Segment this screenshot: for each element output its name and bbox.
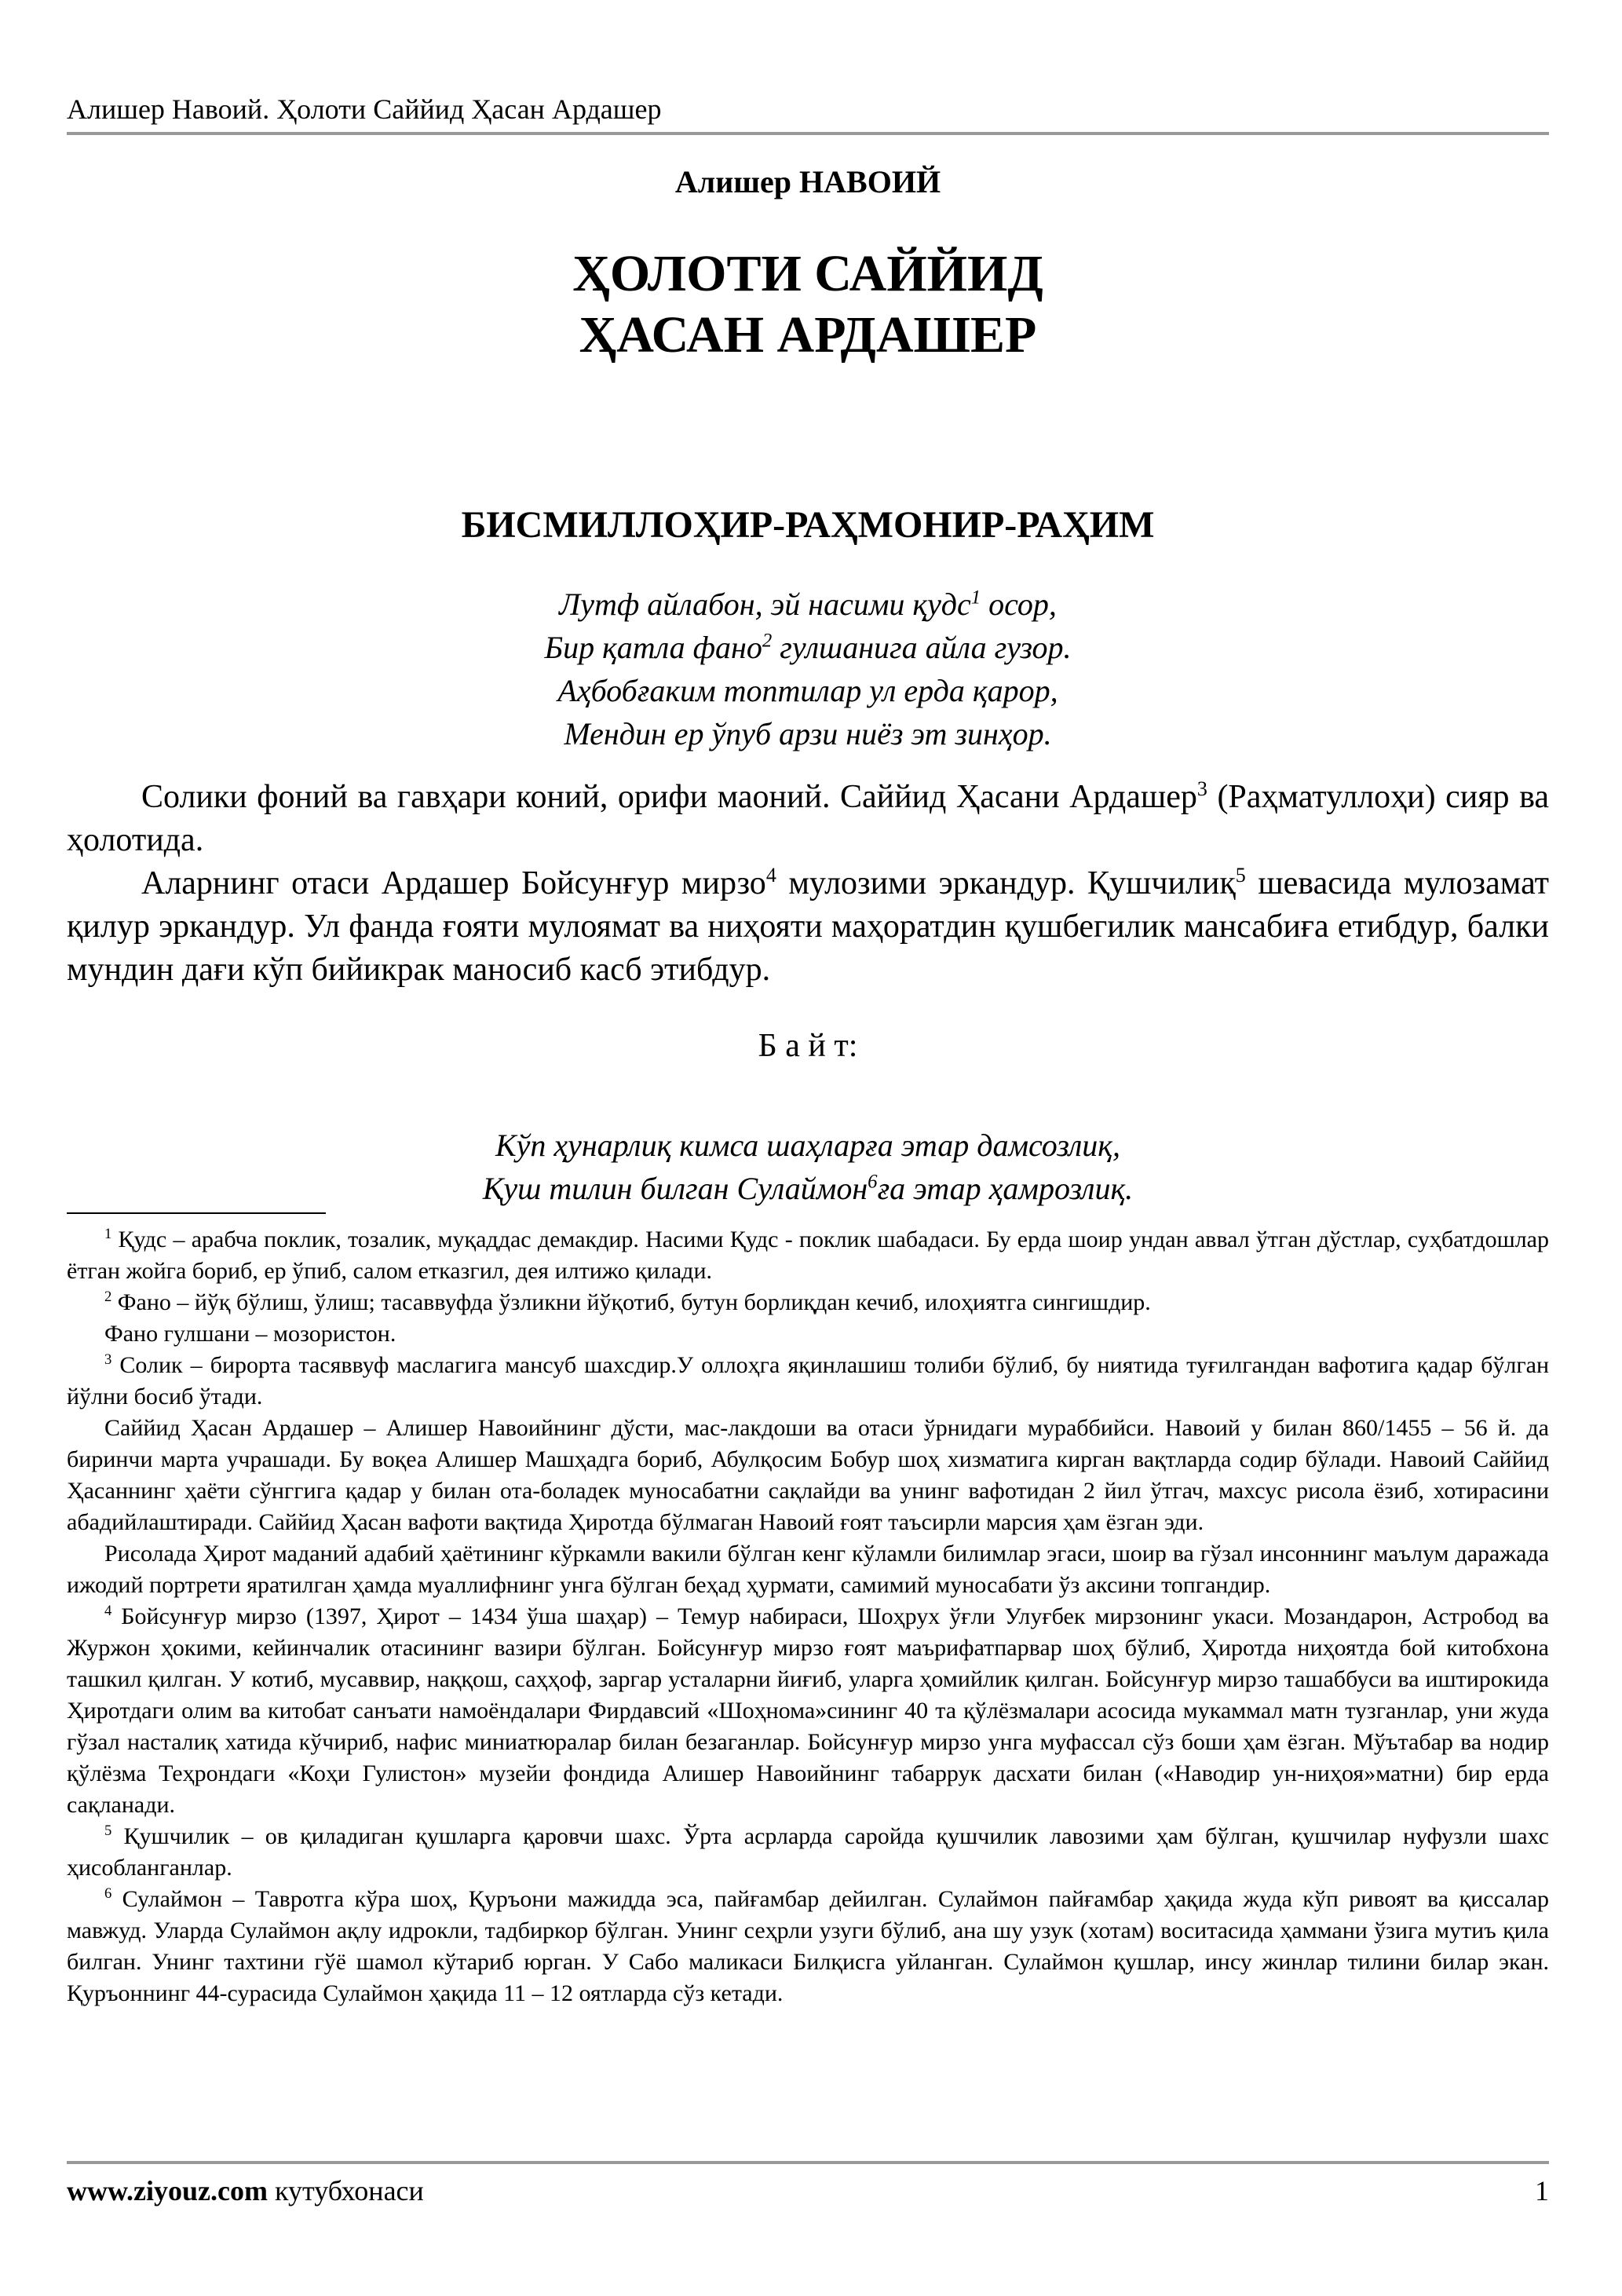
footnotes-section <box>67 1224 1549 2009</box>
poem-line: Лутф айлабон, эй насими қудс$^1$ осор, <box>559 587 1057 623</box>
footer-site-url[interactable]: www.ziyouz.com <box>67 2175 268 2206</box>
footer-rule <box>67 2161 1549 2164</box>
footer-site-label: кутубхонаси <box>267 2175 424 2206</box>
footnote: Рисолада Ҳирот маданий адабий ҳаётининг кўркамли вакили бўлган кенг кўламли билимлар эгаси, шоир ва гўзал инсоннинг маълум даражада ижодий портрети яратилган ҳамда муаллифнинг унга бўлган беҳад ҳурмати, самимий муносабати ўз аксини топгандир. <box>67 1541 1549 1599</box>
poem-line: Мендин ер ўпуб арзи ниёз эт зинҳор. <box>564 716 1052 752</box>
poem-line: Бир қатла фано$^2$ гулшанига айла гузор. <box>544 630 1072 666</box>
poem-line: Қуш тилин билган Сулаймон$^6$ға этар ҳамрозлиқ. <box>482 1171 1134 1207</box>
footnote: $^5$ Қушчилик – ов қиладиган қушларга қаровчи шахс. Ўрта асрларда саройда қушчилик лавозими ҳам бўлган, қушчилар нуфузли шахс ҳисобланганлар. <box>67 1823 1549 1881</box>
footnote: $^3$ Солик – бирорта тасяввуф маслагига мансуб шахсдир.У оллоҳга яқинлашиш толиби бўлиб, бу ниятида туғилгандан вафотига қадар бўлган йўлни босиб ўтади. <box>67 1351 1549 1410</box>
bayt-heading: Б а й т: <box>758 1028 858 1065</box>
page-footer <box>67 2161 1549 2208</box>
page-title-line-2: ҲАСАН АРДАШЕР <box>579 306 1037 364</box>
body-paragraph: Солики фоний ва гавҳари коний, орифи маоний. Саййид Ҳасани Ардашер$^3$ (Раҳматуллоҳи) сияр ва ҳолотида. <box>67 777 1549 859</box>
footnote: $^1$ Қудс – арабча поклик, тозалик, муқаддас демакдир. Насими Қудс - поклик шабадаси. Бу ерда шоир ундан аввал ўтган дўстлар, суҳбатдошлар ётган жойга бориб, ер ўпиб, салом етказгил, дея илтижо қилади. <box>67 1226 1549 1285</box>
footnote: $^4$ Бойсунғур мирзо (1397, Ҳирот – 1434 ўша шаҳар) – Темур набираси, Шоҳрух ўғли Улуғбек мирзонинг укаси. Мозандарон, Астробод ва Журжон ҳокими, кейинчалик отасининг вазири бўлган. Бойсунғур мирзо ғоят маърифатпарвар шоҳ бўлиб, Ҳиротда ниҳоятда бой китобхона ташкил қилган. У котиб, мусаввир, наққош, саҳҳоф, заргар усталарни йиғиб, уларга ҳомийлик қилган. Бойсунғур мирзо ташаббуси ва иштирокида Ҳиротдаги олим ва китобат санъати намоёндалари Фирдавсий «Шоҳнома»сининг 40 та қўлёзмалари асосида мукаммал матн тузганлар, уни жуда гўзал насталиқ хатида кўчириб, нафис миниатюралар билан безаганлар. Бойсунғур мирзо унга муфассал сўз боши ҳам ёзган. Мўътабар ва нодир қўлёзма Теҳрондаги «Коҳи Гулистон» музейи фондида Алишер Навоийнинг табаррук дасхати билан («Наводир ун-ниҳоя»матни) бир ерда сақланади. <box>67 1603 1549 1819</box>
footnote: $^2$ Фано – йўқ бўлиш, ўлиш; тасаввуфда ўзликни йўқотиб, бутун борлиқдан кечиб, илоҳиятга сингишдир. <box>104 1289 1151 1316</box>
bayt-couplet <box>67 1124 1549 1210</box>
page-title <box>67 243 1549 366</box>
footnote-separator <box>67 1212 326 1214</box>
page-number: 1 <box>1535 2175 1549 2206</box>
author-line: Алишер НАВОИЙ <box>674 164 941 200</box>
bismillah-heading: БИСМИЛЛОҲИР-РАҲМОНИР-РАҲИМ <box>461 504 1155 547</box>
footnote: $^6$ Сулаймон – Тавротга кўра шоҳ, Қуръони мажидда эса, пайғамбар дейилган. Сулаймон пайғамбар ҳақида жуда кўп ривоят ва қиссалар мавжуд. Уларда Сулаймон ақлу идрокли, тадбиркор бўлган. Унинг сеҳрли узуги бўлиб, ана шу узук (хотам) воситасида ҳаммани ўзига мутиъ қила билган. Унинг тахтини гўё шамол кўтариб юрган. У Сабо маликаси Билқисга уйланган. Сулаймон қушлар, инсу жинлар тилини билар экан. Қуръоннинг 44-сурасида Сулаймон ҳақида 11 – 12 оятларда сўз кетади. <box>67 1885 1549 2007</box>
footer-site <box>67 2174 424 2208</box>
opening-poem <box>67 583 1549 755</box>
footer-row <box>67 2174 1549 2208</box>
page-title-line-1: ҲОЛОТИ САЙЙИД <box>572 245 1043 303</box>
header-rule <box>67 132 1549 135</box>
running-header: Алишер Навоий. Ҳолоти Саййид Ҳасан Ардашер <box>67 93 662 125</box>
footnote: Фано гулшани – мозористон. <box>104 1321 396 1347</box>
body-paragraph: Аларнинг отаси Ардашер Бойсунғур мирзо$^4$ мулозими эркандур. Қушчилиқ$^5$ шевасида мулозамат қилур эркандур. Ул фанда ғояти мулоямат ва ниҳояти маҳоратдин қушбегилик мансабиға етибдур, балки мундин дағи кўп бийикрак маносиб касб этибдур. <box>67 864 1549 989</box>
poem-line: Аҳбобғаким топтилар ул ерда қарор, <box>557 673 1058 709</box>
footnote: Саййид Ҳасан Ардашер – Алишер Навоийнинг дўсти, мас-лакдоши ва отаси ўрнидаги мураббийси. Навоий у билан 860/1455 – 56 й. да биринчи марта учрашади. Бу воқеа Алишер Машҳадга бориб, Абулқосим Бобур шоҳ хизматига кирган вақтларда содир бўлади. Навоий Саййид Ҳасаннинг ҳаёти сўнггига қадар у билан ота-боладек муносабатни сақлайди ва унинг вафотидан 2 йил ўтгач, махсус рисола ёзиб, хотирасини абадийлаштиради. Саййид Ҳасан вафоти вақтида Ҳиротда бўлмаган Навоий ғоят таъсирли марсия ҳам ёзган эди. <box>67 1415 1549 1536</box>
poem-line: Кўп ҳунарлиқ кимса шаҳларға этар дамсозлиқ, <box>495 1128 1120 1164</box>
